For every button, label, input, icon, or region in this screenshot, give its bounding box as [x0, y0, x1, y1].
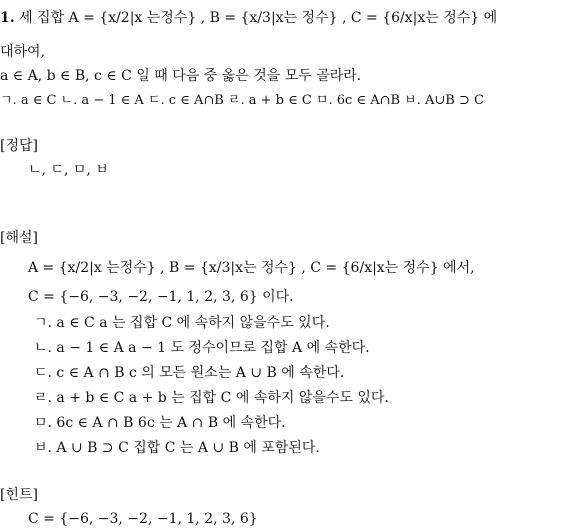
- problem-line-3: a ∈ A, b ∈ B, c ∈ C 일 때 다음 중 옳은 것을 모두 골라라.: [0, 68, 362, 84]
- problem-choices: ㄱ. a ∈ C ㄴ. a − 1 ∈ A ㄷ. c ∈ A∩B ㄹ. a + b ∈ C ㅁ. 6c ∈ A∩B ㅂ. A∪B ⊃ C: [0, 93, 484, 108]
- explanation-line-2: C = {−6, −3, −2, −1, 1, 2, 3, 6} 이다.: [28, 289, 294, 305]
- explanation-item: ㅂ. A ∪ B ⊃ C 집합 C 는 A ∪ B 에 포함된다.: [34, 440, 320, 456]
- hint-value: C = {−6, −3, −2, −1, 1, 2, 3, 6}: [28, 511, 258, 527]
- explanation-item: ㅁ. 6c ∈ A ∩ B 6c 는 A ∩ B 에 속한다.: [34, 415, 286, 431]
- hint-heading: [힌트]: [0, 487, 38, 503]
- problem-number: 1.: [0, 10, 15, 26]
- explanation-heading: [해설]: [0, 230, 38, 246]
- problem-line-1: [0, 8, 497, 28]
- problem-line-2: 대하여,: [0, 44, 46, 60]
- explanation-item: ㄴ. a − 1 ∈ A a − 1 도 정수이므로 집합 A 에 속한다.: [34, 340, 370, 356]
- explanation-item: ㄱ. a ∈ C a 는 집합 C 에 속하지 않을수도 있다.: [34, 315, 330, 331]
- explanation-line-1: A = {x/2|x 는정수} , B = {x/3|x는 정수} , C = {6/x|x는 정수} 에서,: [28, 260, 475, 276]
- answer-value: ㄴ, ㄷ, ㅁ, ㅂ: [28, 162, 109, 178]
- problem-statement: 세 집합 A = {x/2|x 는정수} , B = {x/3|x는 정수} , C = {6/x|x는 정수} 에: [19, 10, 498, 26]
- explanation-item: ㄷ. c ∈ A ∩ B c 의 모든 원소는 A ∪ B 에 속한다.: [34, 365, 345, 381]
- answer-heading: [정답]: [0, 138, 38, 154]
- explanation-item: ㄹ. a + b ∈ C a + b 는 집합 C 에 속하지 않을수도 있다.: [34, 390, 389, 406]
